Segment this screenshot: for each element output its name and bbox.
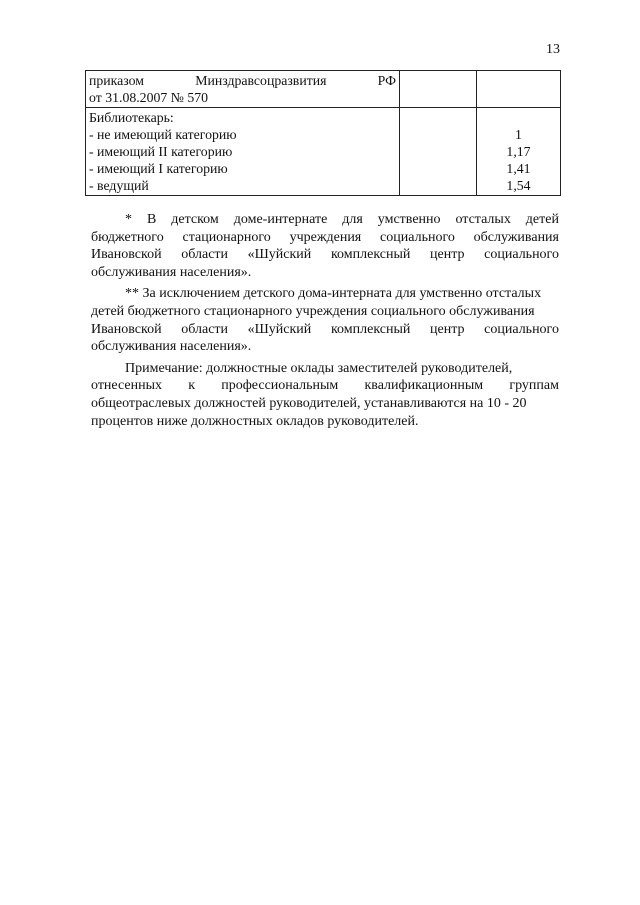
position-header: Библиотекарь: xyxy=(89,110,174,125)
coefficient-value: 1,54 xyxy=(506,178,531,193)
table-cell-empty xyxy=(400,108,477,196)
note-remark: Примечание: должностные оклады заместителей руководителей, отнесенных к профессиональным квалификационным группам общеотраслевых должностей руководителей, устанавливаются на 10 - 20 процентов ниже должностных окладов руководителей. xyxy=(91,360,559,429)
salary-coefficients-table xyxy=(85,70,561,196)
table-row xyxy=(86,71,561,108)
order-date-line: от 31.08.2007 № 570 xyxy=(89,90,209,105)
table-cell-empty xyxy=(477,71,561,108)
coefficient-value: 1,17 xyxy=(506,144,531,159)
order-reference-line: приказом Минздравсоцразвития РФ xyxy=(89,73,396,88)
coefficient-value: 1 xyxy=(515,127,522,142)
table-cell-coefficients xyxy=(477,108,561,196)
position-label: - имеющий I категорию xyxy=(89,161,228,176)
coefficient-value: 1,41 xyxy=(506,161,531,176)
footnote-2: ** За исключением детского дома-интерната для умственно отсталых детей бюджетного стационарного учреждения социального обслуживания Ивановской области «Шуйский комплексный центр социального обслуживания населения». xyxy=(91,286,559,355)
table-cell-positions xyxy=(86,108,400,196)
table-cell-description xyxy=(86,71,400,108)
page-number: 13 xyxy=(546,42,560,57)
footnotes xyxy=(91,211,559,434)
position-label: - не имеющий категорию xyxy=(89,127,237,142)
footnote-1: * В детском доме-интернате для умственно отсталых детей бюджетного стационарного учреждения социального обслуживания Ивановской области «Шуйский комплексный центр социального обслуживания населения». xyxy=(91,212,559,280)
table-cell-empty xyxy=(400,71,477,108)
position-label: - ведущий xyxy=(89,178,149,193)
table-row xyxy=(86,108,561,196)
position-label: - имеющий II категорию xyxy=(89,144,233,159)
